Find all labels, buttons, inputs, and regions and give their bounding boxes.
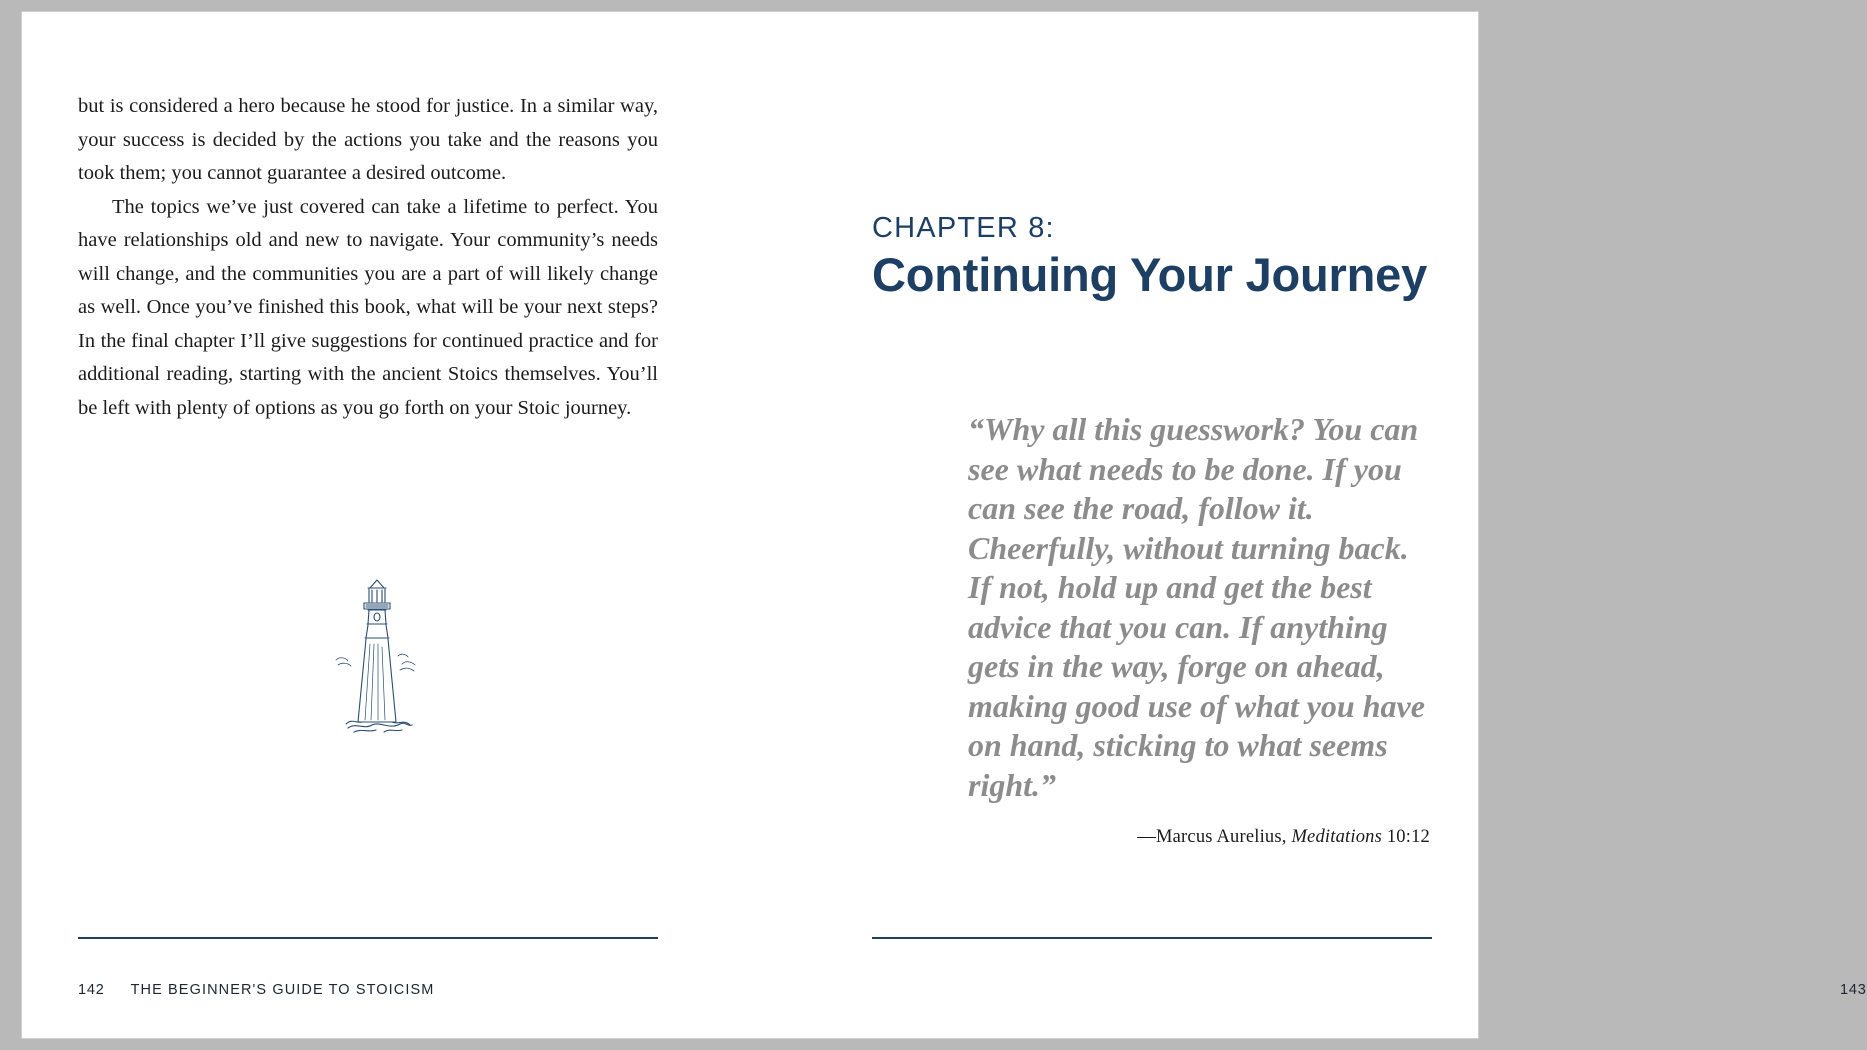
body-text-column: [78, 90, 658, 425]
footer-right: [1840, 982, 1867, 998]
right-page: [750, 12, 1867, 1038]
chapter-number-label: CHAPTER 8:: [872, 212, 1055, 244]
quote-reference: 10:12: [1382, 827, 1430, 847]
quote-text: “Why all this guesswork? You can see what needs to be done. If you can see the road, follow it. Cheerfully, without turning back. If not, hold up and get the best advice that you can. If anything gets in the way, forge on ahead, making good use of what you have on hand, sticking to what seems right.”: [968, 411, 1425, 803]
quote-work-title: Meditations: [1291, 827, 1383, 847]
page-number-right: 143: [1840, 982, 1867, 998]
chapter-opener: [872, 212, 1432, 300]
pull-quote: [968, 410, 1430, 848]
lighthouse-icon: [302, 572, 452, 772]
running-head: THE BEGINNER'S GUIDE TO STOICISM: [130, 982, 435, 998]
page-title: Continuing Your Journey: [872, 248, 1428, 301]
quote-author: —Marcus Aurelius,: [1137, 827, 1292, 847]
quote-attribution: [968, 827, 1430, 848]
footer-rule-left: [78, 937, 658, 939]
footer-rule-right: [872, 937, 1432, 939]
paragraph-continuation: but is considered a hero because he stood for justice. In a similar way, your success is decided by the actions you take and the reasons you took them; you cannot guarantee a desired outcome.: [78, 95, 658, 184]
left-page: [22, 12, 750, 1038]
paragraph-topics: The topics we’ve just covered can take a lifetime to perfect. You have relationships old and new to navigate. Your community’s needs will change, and the communities you are a part of will likely change as well. Once you’ve finished this book, what will be your next steps? In the final chapter I’ll give suggestions for continued practice and for additional reading, starting with the ancient Stoics themselves. You’ll be left with plenty of options as you go forth on your Stoic journey.: [78, 195, 658, 419]
page-number-left: 142: [78, 982, 105, 998]
footer-left: [78, 982, 434, 998]
book-spread: [22, 12, 1867, 1038]
